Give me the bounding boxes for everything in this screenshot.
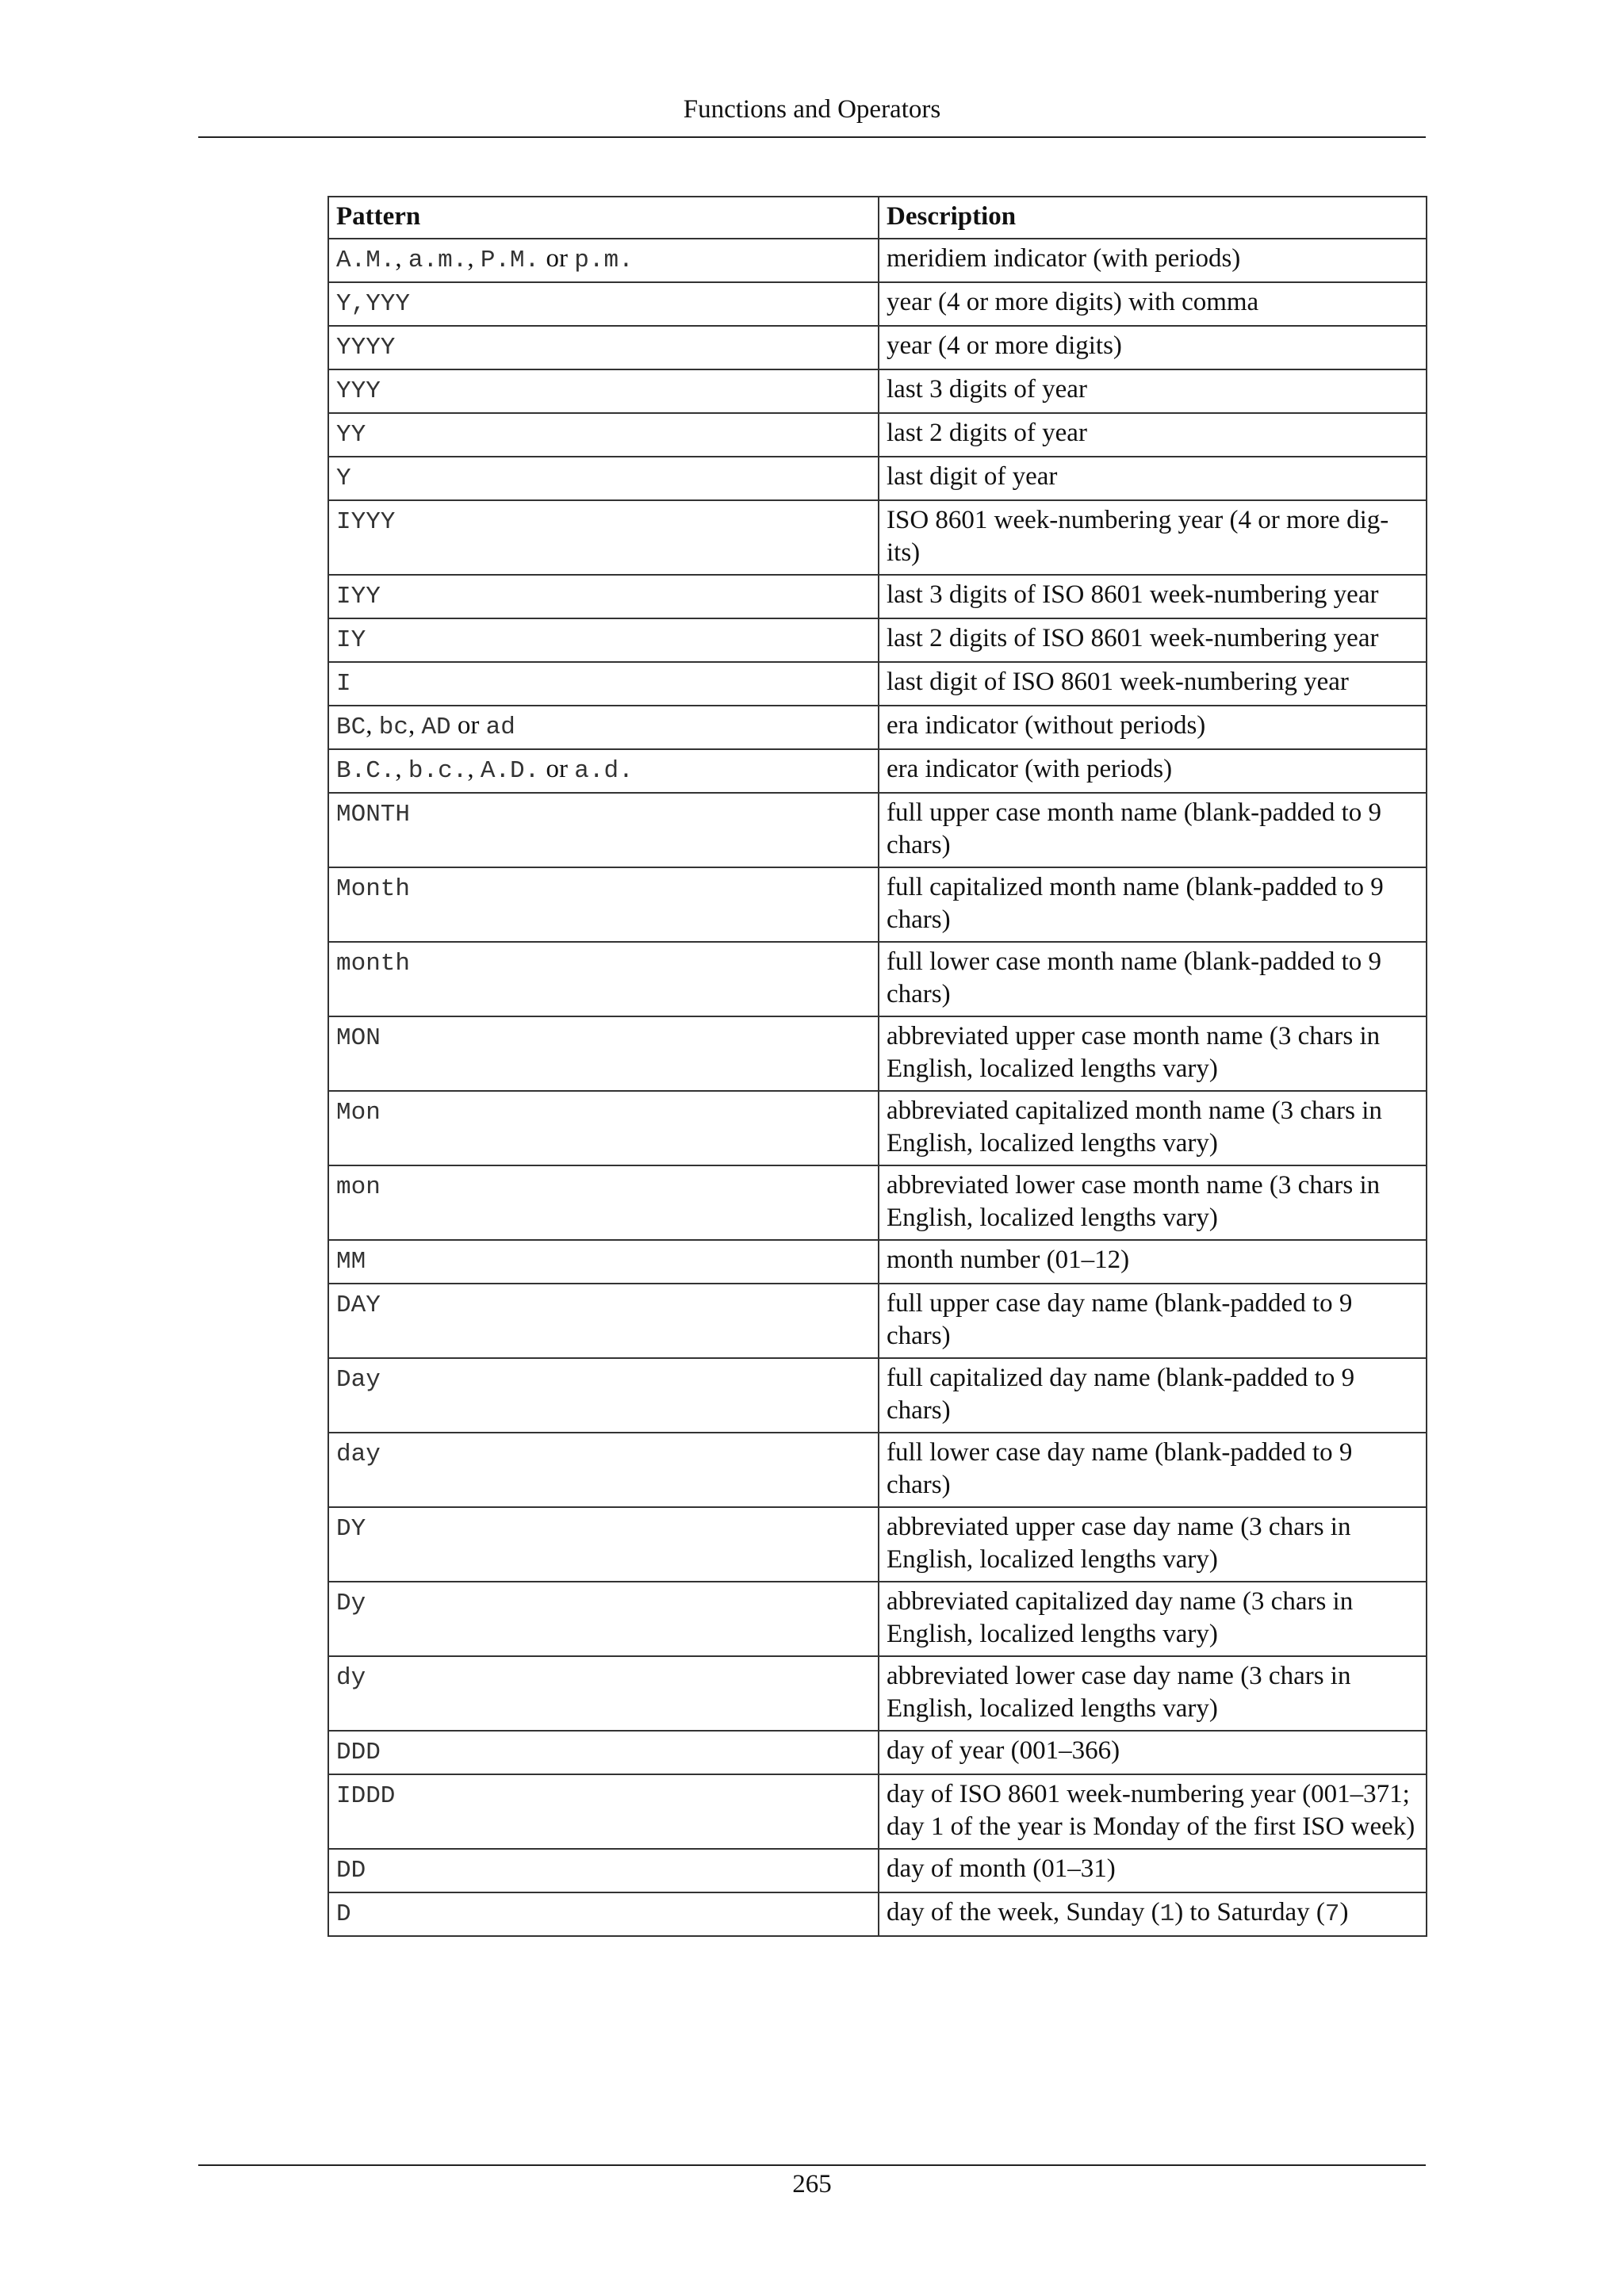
- table-row: [328, 326, 1427, 369]
- code-literal: Dy: [336, 1590, 366, 1617]
- text-run: ,: [408, 711, 422, 740]
- text-run: ISO 8601 week-numbering year (4 or more dig-​its): [887, 506, 1389, 567]
- code-literal: MM: [336, 1248, 366, 1276]
- code-literal: 7: [1324, 1900, 1340, 1928]
- pattern-cell: [328, 1240, 879, 1284]
- pattern-cell: [328, 1849, 879, 1892]
- description-cell: [879, 749, 1427, 793]
- text-run: or: [539, 755, 575, 783]
- pattern-cell: [328, 282, 879, 326]
- code-literal: AD: [421, 714, 451, 741]
- description-cell: [879, 793, 1427, 867]
- description-cell: [879, 706, 1427, 749]
- text-run: last 3 digits of ISO 8601 week-numbering year: [887, 580, 1379, 609]
- text-run: era indicator (without periods): [887, 711, 1206, 740]
- description-cell: [879, 282, 1427, 326]
- table-row: [328, 239, 1427, 282]
- text-run: abbreviated capitalized day name (3 chars in English, localized lengths vary): [887, 1587, 1354, 1648]
- text-run: last 3 digits of year: [887, 375, 1087, 404]
- pattern-cell: [328, 1892, 879, 1936]
- description-cell: [879, 1582, 1427, 1656]
- code-literal: Day: [336, 1366, 381, 1394]
- text-run: ,: [467, 244, 481, 273]
- table-row: [328, 1892, 1427, 1936]
- column-header-pattern: Pattern: [328, 197, 879, 239]
- pattern-cell: [328, 326, 879, 369]
- code-literal: P.M.: [480, 247, 540, 274]
- description-cell: [879, 1731, 1427, 1774]
- code-literal: DY: [336, 1515, 366, 1543]
- table-row: [328, 457, 1427, 500]
- footer-rule: [198, 2164, 1426, 2166]
- code-literal: IYY: [336, 583, 381, 610]
- page-number: 265: [792, 2170, 832, 2198]
- pattern-cell: [328, 1284, 879, 1358]
- pattern-cell: [328, 1731, 879, 1774]
- text-run: or: [450, 711, 486, 740]
- pattern-cell: [328, 1433, 879, 1507]
- table-row: [328, 1284, 1427, 1358]
- pattern-cell: [328, 239, 879, 282]
- code-literal: Month: [336, 875, 411, 903]
- text-run: last digit of year: [887, 462, 1058, 491]
- pattern-cell: [328, 1358, 879, 1433]
- code-literal: YYY: [336, 377, 381, 405]
- header-rule: [198, 136, 1426, 138]
- pattern-cell: [328, 457, 879, 500]
- code-literal: A.D.: [480, 757, 540, 785]
- code-literal: IDDD: [336, 1782, 396, 1810]
- code-literal: p.m.: [574, 247, 634, 274]
- table-row: [328, 1849, 1427, 1892]
- running-header: Functions and Operators: [683, 95, 941, 124]
- code-literal: Y,YYY: [336, 290, 411, 318]
- text-run: month number (01–12): [887, 1246, 1130, 1274]
- text-run: era indicator (with periods): [887, 755, 1173, 783]
- text-run: day of the week, Sunday (: [887, 1898, 1160, 1927]
- text-run: day of month (01–31): [887, 1854, 1116, 1883]
- description-cell: [879, 575, 1427, 618]
- description-cell: [879, 1016, 1427, 1091]
- table-row: [328, 1358, 1427, 1433]
- description-cell: [879, 500, 1427, 575]
- description-cell: [879, 413, 1427, 457]
- description-cell: [879, 1240, 1427, 1284]
- text-run: ): [1339, 1898, 1349, 1927]
- text-run: day of year (001–366): [887, 1736, 1120, 1765]
- description-cell: [879, 1284, 1427, 1358]
- code-literal: month: [336, 950, 411, 978]
- description-cell: [879, 942, 1427, 1016]
- code-literal: Mon: [336, 1099, 381, 1127]
- text-run: last 2 digits of ISO 8601 week-numbering year: [887, 624, 1379, 652]
- code-literal: DAY: [336, 1292, 381, 1319]
- text-run: abbreviated capitalized month name (3 chars in English, localized lengths vary): [887, 1096, 1382, 1158]
- description-cell: [879, 239, 1427, 282]
- text-run: last digit of ISO 8601 week-numbering year: [887, 668, 1349, 696]
- text-run: full capitalized day name (blank-padded to 9 chars): [887, 1364, 1355, 1425]
- pattern-cell: [328, 662, 879, 706]
- table-row: [328, 1507, 1427, 1582]
- pattern-cell: [328, 1091, 879, 1165]
- text-run: abbreviated lower case day name (3 chars in English, localized lengths vary): [887, 1662, 1351, 1723]
- pattern-cell: [328, 500, 879, 575]
- description-cell: [879, 662, 1427, 706]
- table-row: [328, 942, 1427, 1016]
- code-literal: bc: [378, 714, 408, 741]
- table-row: [328, 618, 1427, 662]
- table-row: [328, 1165, 1427, 1240]
- pattern-cell: [328, 369, 879, 413]
- code-literal: B.C.: [336, 757, 396, 785]
- text-run: last 2 digits of year: [887, 419, 1087, 447]
- pattern-cell: [328, 618, 879, 662]
- table-row: [328, 1016, 1427, 1091]
- pattern-cell: [328, 1656, 879, 1731]
- code-literal: I: [336, 670, 351, 698]
- code-literal: MONTH: [336, 801, 411, 828]
- description-cell: [879, 457, 1427, 500]
- table-row: [328, 662, 1427, 706]
- code-literal: b.c.: [408, 757, 468, 785]
- description-cell: [879, 1091, 1427, 1165]
- text-run: abbreviated lower case month name (3 chars in English, localized lengths vary): [887, 1171, 1381, 1232]
- table-row: [328, 1433, 1427, 1507]
- text-run: full upper case month name (blank-padded to 9 chars): [887, 798, 1382, 859]
- text-run: full lower case month name (blank-padded to 9 chars): [887, 947, 1382, 1008]
- table-row: [328, 1091, 1427, 1165]
- description-cell: [879, 1165, 1427, 1240]
- text-run: full lower case day name (blank-padded to 9 chars): [887, 1438, 1353, 1499]
- code-literal: Y: [336, 465, 351, 492]
- text-run: ,: [366, 711, 379, 740]
- description-cell: [879, 326, 1427, 369]
- text-run: year (4 or more digits) with comma: [887, 288, 1259, 316]
- pattern-cell: [328, 1016, 879, 1091]
- text-run: ,: [395, 755, 408, 783]
- code-literal: a.d.: [574, 757, 634, 785]
- code-literal: A.M.: [336, 247, 396, 274]
- table-row: [328, 1774, 1427, 1849]
- description-cell: [879, 1358, 1427, 1433]
- pattern-cell: [328, 413, 879, 457]
- table-row: [328, 1240, 1427, 1284]
- text-run: meridiem indicator (with periods): [887, 244, 1241, 273]
- description-cell: [879, 369, 1427, 413]
- text-run: full upper case day name (blank-padded to 9 chars): [887, 1289, 1353, 1350]
- description-cell: [879, 618, 1427, 662]
- code-literal: DD: [336, 1857, 366, 1885]
- code-literal: YY: [336, 421, 366, 449]
- table-row: [328, 1656, 1427, 1731]
- text-run: ,: [395, 244, 408, 273]
- code-literal: IY: [336, 626, 366, 654]
- code-literal: dy: [336, 1664, 366, 1692]
- text-run: ,: [467, 755, 481, 783]
- pattern-cell: [328, 867, 879, 942]
- pattern-cell: [328, 942, 879, 1016]
- text-run: full capitalized month name (blank-padded to 9 chars): [887, 873, 1384, 934]
- code-literal: mon: [336, 1173, 381, 1201]
- description-cell: [879, 1433, 1427, 1507]
- table-row: [328, 706, 1427, 749]
- code-literal: DDD: [336, 1739, 381, 1766]
- code-literal: a.m.: [408, 247, 468, 274]
- pattern-cell: [328, 1165, 879, 1240]
- code-literal: day: [336, 1441, 381, 1468]
- description-cell: [879, 1507, 1427, 1582]
- text-run: abbreviated upper case month name (3 chars in English, localized lengths vary): [887, 1022, 1381, 1083]
- table-body: [328, 239, 1427, 1936]
- table-row: [328, 369, 1427, 413]
- description-cell: [879, 1849, 1427, 1892]
- table-header-row: [328, 197, 1427, 239]
- text-run: year (4 or more digits): [887, 331, 1122, 360]
- code-literal: MON: [336, 1024, 381, 1052]
- pattern-cell: [328, 1582, 879, 1656]
- text-run: day of ISO 8601 week-numbering year (001–371; day 1 of the year is Monday of the first ISO week): [887, 1780, 1415, 1841]
- code-literal: D: [336, 1900, 351, 1928]
- pattern-cell: [328, 1507, 879, 1582]
- pattern-cell: [328, 575, 879, 618]
- code-literal: ad: [485, 714, 515, 741]
- column-header-description: Description: [879, 197, 1427, 239]
- pattern-cell: [328, 749, 879, 793]
- description-cell: [879, 1656, 1427, 1731]
- pattern-table: [327, 196, 1427, 1937]
- code-literal: IYYY: [336, 508, 396, 536]
- table-row: [328, 1731, 1427, 1774]
- pattern-cell: [328, 1774, 879, 1849]
- pattern-cell: [328, 793, 879, 867]
- description-cell: [879, 1892, 1427, 1936]
- code-literal: BC: [336, 714, 366, 741]
- table-row: [328, 749, 1427, 793]
- table-row: [328, 867, 1427, 942]
- text-run: or: [539, 244, 575, 273]
- code-literal: YYYY: [336, 334, 396, 362]
- code-literal: 1: [1159, 1900, 1175, 1928]
- table-row: [328, 1582, 1427, 1656]
- table-row: [328, 500, 1427, 575]
- description-cell: [879, 867, 1427, 942]
- table-row: [328, 793, 1427, 867]
- description-cell: [879, 1774, 1427, 1849]
- text-run: abbreviated upper case day name (3 chars in English, localized lengths vary): [887, 1513, 1351, 1574]
- pattern-cell: [328, 706, 879, 749]
- table-row: [328, 282, 1427, 326]
- text-run: ) to Saturday (: [1174, 1898, 1325, 1927]
- table-row: [328, 575, 1427, 618]
- table-row: [328, 413, 1427, 457]
